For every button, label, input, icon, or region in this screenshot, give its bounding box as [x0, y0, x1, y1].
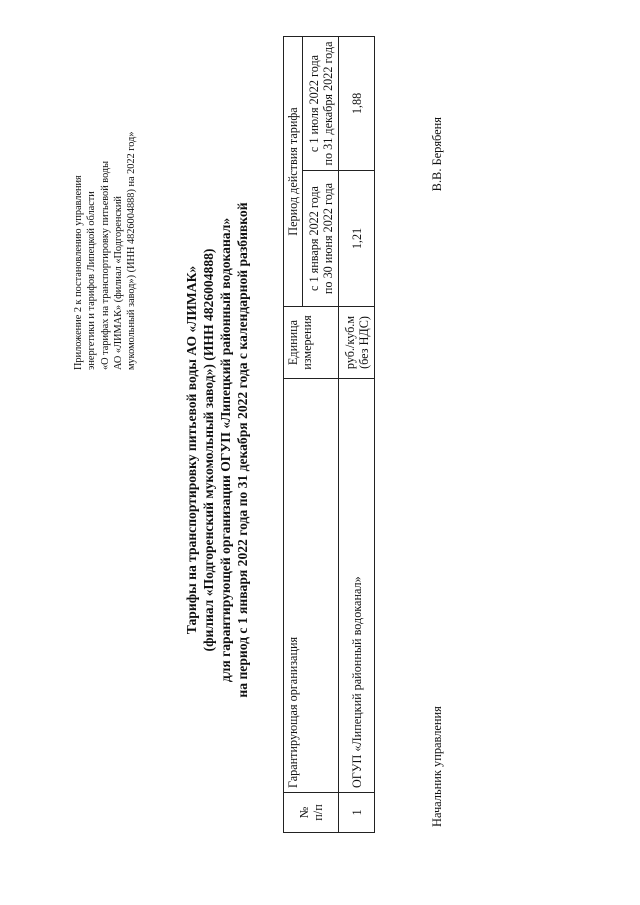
cell-unit: руб./куб.м (без НДС)	[339, 307, 375, 379]
cell-number: 1	[339, 793, 375, 833]
header-unit: Единица измерения	[284, 307, 339, 379]
signatory-name: В.В. Берябеня	[430, 117, 444, 192]
header-period: Период действия тарифа	[284, 36, 303, 306]
cell-tariff-first-half: 1,21	[339, 171, 375, 307]
header-organization: Гарантирующая организация	[284, 379, 339, 793]
document-title	[183, 145, 251, 755]
header-period-second-half: с 1 июля 2022 года по 31 декабря 2022 года	[303, 36, 339, 170]
title-line: для гарантирующей организации ОГУП «Липецкий районный водоканал»	[218, 217, 233, 683]
title-line: на период с 1 января 2022 года по 31 декабря 2022 года с календарной разбивкой	[235, 202, 250, 698]
tariff-table	[283, 36, 375, 833]
title-line: Тарифы на транспортировку питьевой воды АО «ЛИМАК»	[184, 265, 199, 635]
cell-organization: ОГУП «Липецкий районный водоканал»	[339, 379, 375, 793]
cell-tariff-second-half: 1,88	[339, 36, 375, 170]
header-period-first-half: с 1 января 2022 года по 30 июня 2022 года	[303, 171, 339, 307]
appendix-note	[72, 70, 138, 370]
appendix-line: АО «ЛИМАК» (филиал «Подгоренский	[112, 196, 124, 370]
signature-block	[429, 37, 447, 833]
appendix-line: Приложение 2 к постановлению управления	[73, 175, 84, 370]
table-row	[339, 36, 375, 832]
header-number: № п/п	[284, 793, 339, 833]
signatory-position: Начальник управления	[430, 706, 444, 827]
table-header-row	[284, 36, 303, 832]
appendix-line: энергетики и тарифов Липецкой области	[86, 191, 98, 370]
title-line: (филиал «Подгоренский мукомольный завод») (ИНН 4826004888)	[201, 248, 216, 652]
appendix-line: мукомольный завод») (ИНН 4826004888) на 2022 год»	[126, 131, 138, 370]
appendix-line: «О тарифах на транспортировку питьевой воды	[99, 160, 111, 370]
